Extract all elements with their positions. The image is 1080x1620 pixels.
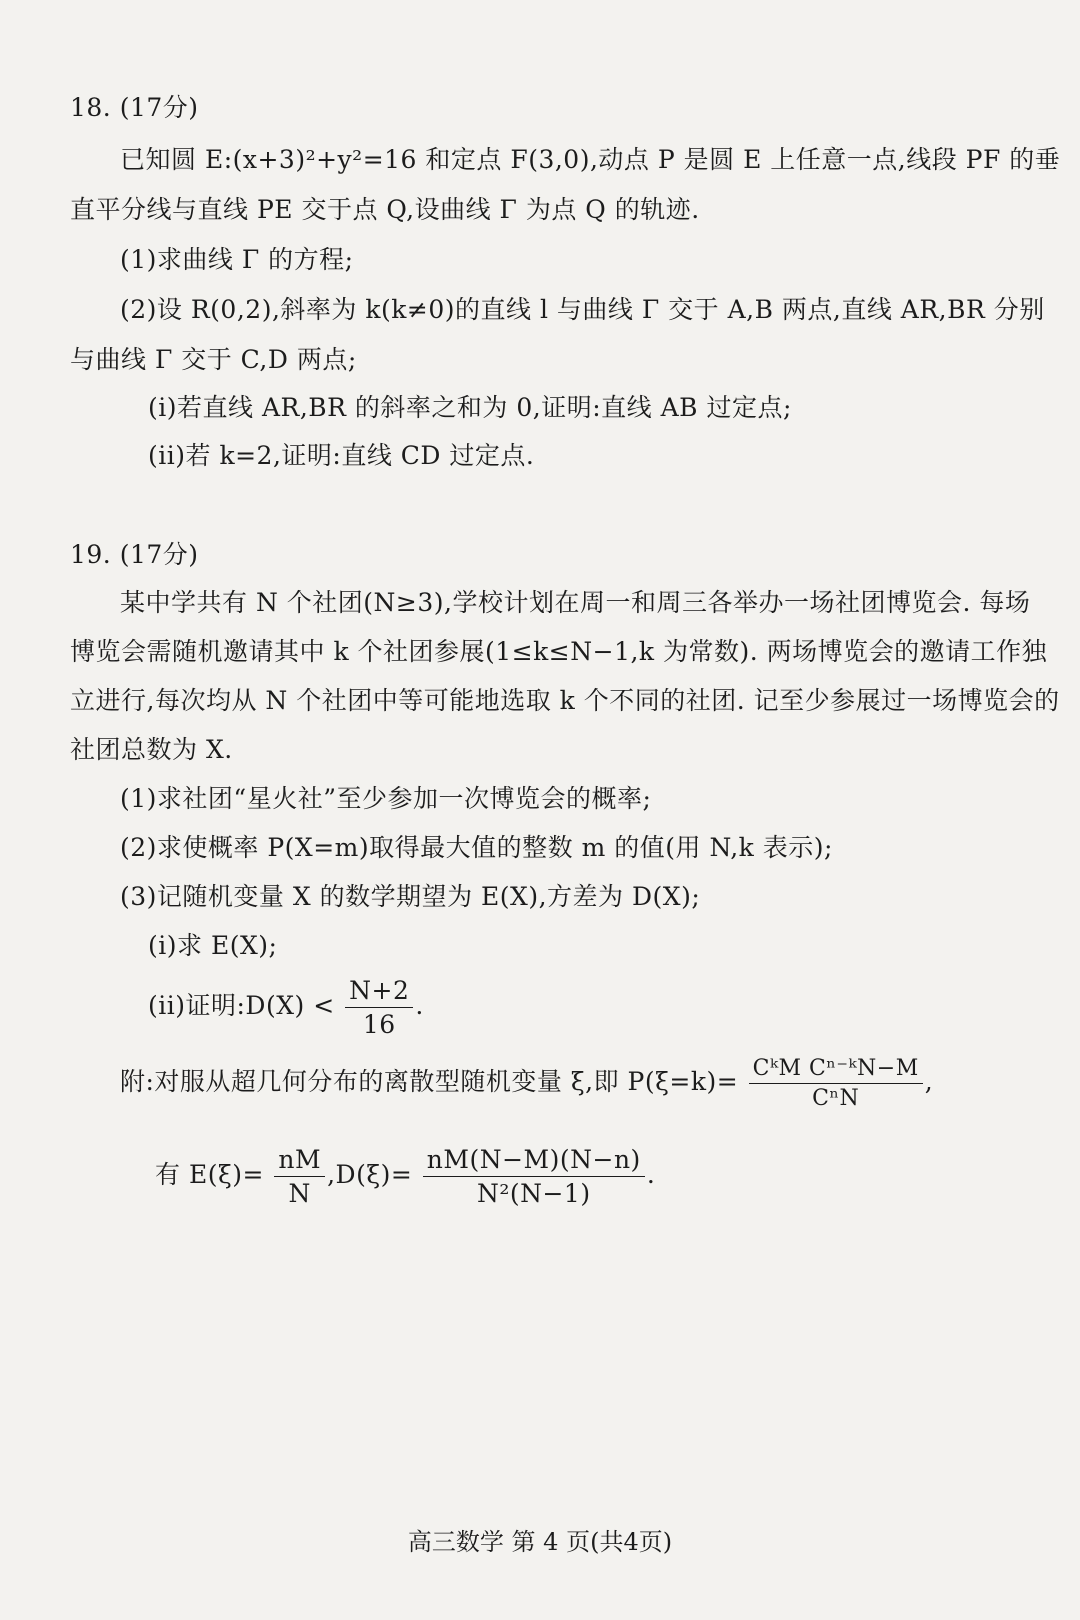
fraction-numerator: N+2 — [345, 976, 413, 1008]
fraction-denominator: 16 — [362, 1010, 396, 1039]
q18-part-2-i: (i)若直线 AR,BR 的斜率之和为 0,证明:直线 AB 过定点; — [148, 393, 792, 422]
q19-part-3-ii — [148, 976, 424, 1039]
appendix-text: 附:对服从超几何分布的离散型随机变量 ξ,即 P(ξ=k)= — [120, 1067, 739, 1096]
pmf-denominator: CⁿN — [812, 1086, 860, 1111]
q18-part-2-ii: (ii)若 k=2,证明:直线 CD 过定点. — [148, 441, 535, 470]
variance-bound-fraction — [345, 976, 413, 1039]
expectation-denominator: N — [288, 1179, 311, 1208]
variance-numerator: nM(N−M)(N−n) — [423, 1145, 645, 1177]
page-footer: 高三数学 第 4 页(共4页) — [407, 1528, 673, 1556]
q19-part-3: (3)记随机变量 X 的数学期望为 E(X),方差为 D(X); — [120, 882, 701, 911]
variance-fraction — [423, 1145, 645, 1208]
expectation-numerator: nM — [274, 1145, 325, 1177]
q19-line-3: 立进行,每次均从 N 个社团中等可能地选取 k 个不同的社团. 记至少参展过一场博览会的 — [70, 686, 1060, 715]
q19-line-4: 社团总数为 X. — [70, 735, 233, 764]
pmf-numerator: CᵏM Cⁿ⁻ᵏN−M — [749, 1056, 923, 1084]
period: . — [415, 991, 424, 1020]
q18-line-2: 直平分线与直线 PE 交于点 Q,设曲线 Γ 为点 Q 的轨迹. — [70, 195, 700, 224]
q19-part-2: (2)求使概率 P(X=m)取得最大值的整数 m 的值(用 N,k 表示); — [120, 833, 833, 862]
q19-part-3-i: (i)求 E(X); — [148, 931, 278, 960]
formula-prefix: 有 E(ξ)= — [155, 1160, 264, 1189]
q18-part-2-cont: 与曲线 Γ 交于 C,D 两点; — [70, 345, 357, 374]
q18-part-1: (1)求曲线 Γ 的方程; — [120, 245, 354, 274]
q18-header: 18. (17分) — [70, 93, 199, 122]
q19-line-2: 博览会需随机邀请其中 k 个社团参展(1≤k≤N−1,k 为常数). 两场博览会的邀请工作独 — [70, 637, 1048, 666]
formula-end: . — [646, 1160, 656, 1189]
formula-mid: ,D(ξ)= — [327, 1160, 413, 1189]
q19-line-1: 某中学共有 N 个社团(N≥3),学校计划在周一和周三各举办一场社团博览会. 每场 — [120, 588, 1031, 617]
formula-line — [155, 1145, 655, 1208]
q19-part-3-ii-text: (ii)证明:D(X) < — [148, 991, 335, 1020]
expectation-fraction — [274, 1145, 325, 1208]
q18-part-2: (2)设 R(0,2),斜率为 k(k≠0)的直线 l 与曲线 Γ 交于 A,B 两点,直线 AR,BR 分别 — [120, 295, 1045, 324]
comma: , — [924, 1067, 934, 1096]
q19-part-1: (1)求社团“星火社”至少参加一次博览会的概率; — [120, 784, 652, 813]
hypergeometric-pmf-fraction — [749, 1056, 923, 1111]
q19-header: 19. (17分) — [70, 540, 199, 569]
variance-denominator: N²(N−1) — [476, 1179, 591, 1208]
q18-line-1: 已知圆 E:(x+3)²+y²=16 和定点 F(3,0),动点 P 是圆 E 上任意一点,线段 PF 的垂 — [120, 145, 1061, 174]
appendix-line — [120, 1056, 933, 1111]
